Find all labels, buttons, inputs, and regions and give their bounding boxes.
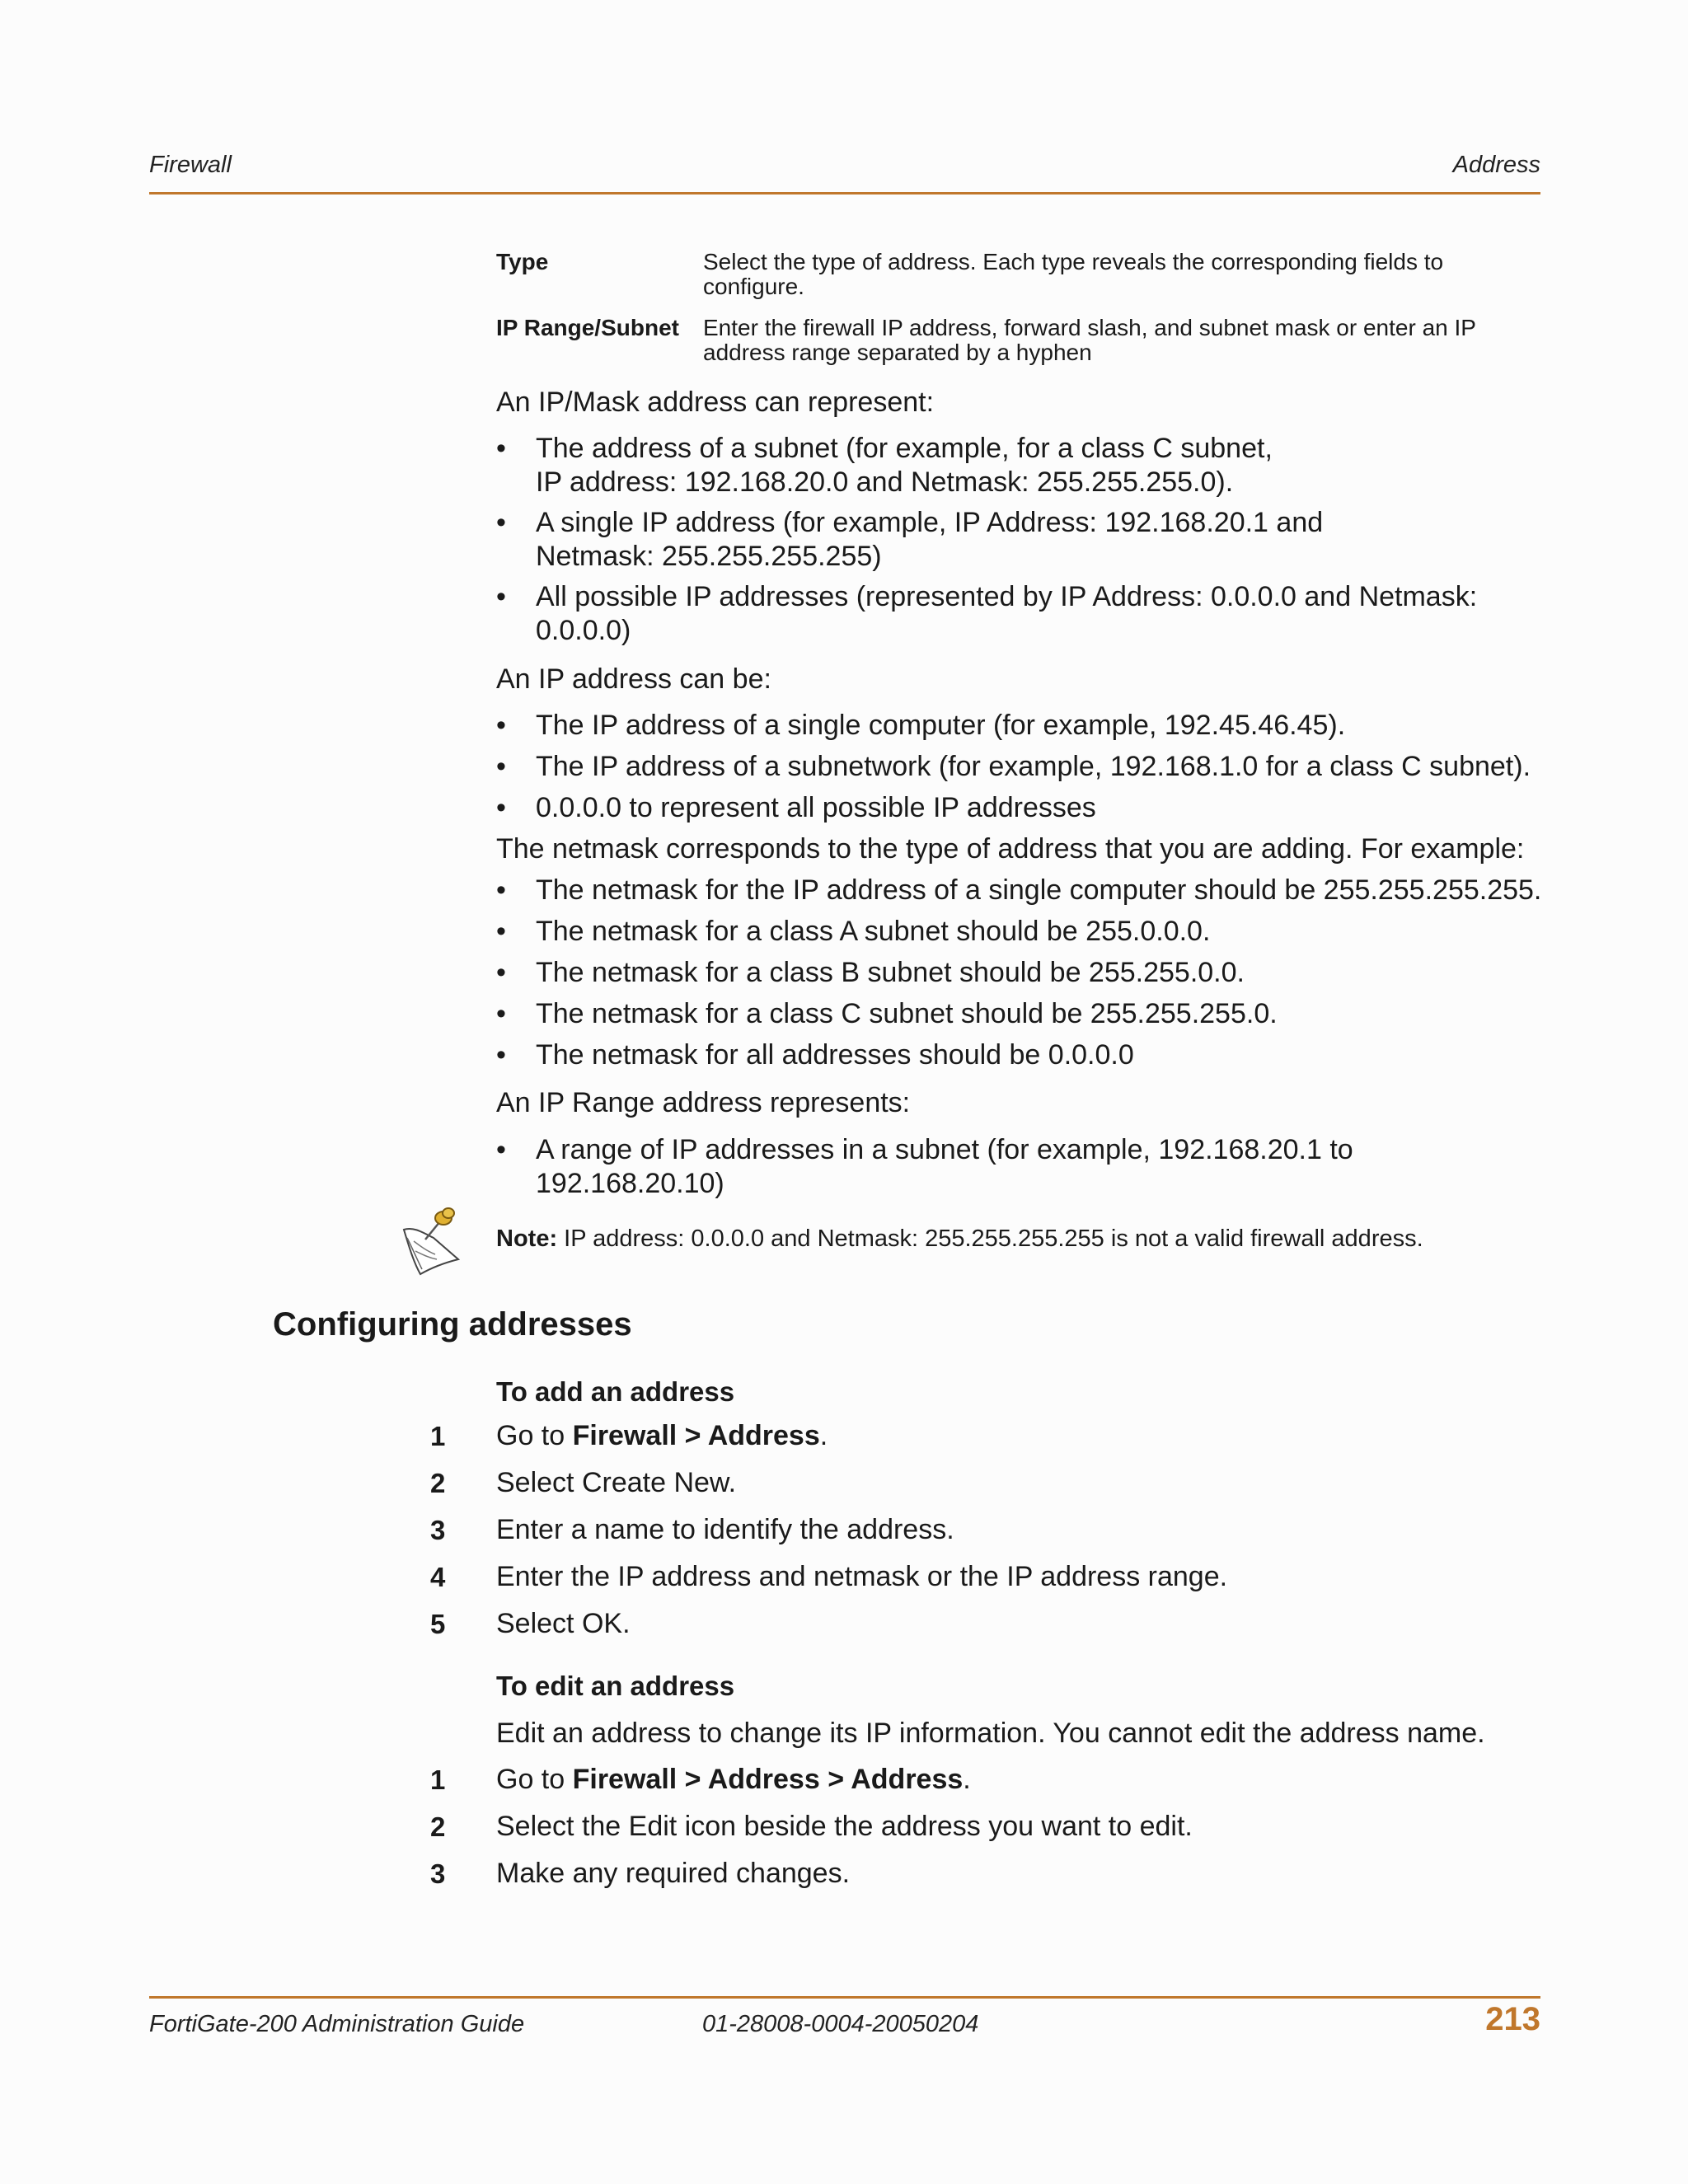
step-number: 4	[430, 1562, 446, 1592]
definition-term: Type	[496, 249, 549, 274]
running-header-right: Address	[1452, 152, 1540, 178]
note-body: IP address: 0.0.0.0 and Netmask: 255.255.255.255 is not a valid firewall address.	[564, 1226, 1423, 1252]
bullet-marker: •	[496, 916, 506, 947]
step-text	[496, 1763, 971, 1797]
page-number: 213	[1485, 2001, 1540, 2037]
procedure-title-edit: To edit an address	[496, 1671, 735, 1701]
definition-row	[496, 316, 1543, 382]
step-number: 3	[430, 1858, 446, 1889]
note-label: Note:	[496, 1226, 558, 1252]
netmask-intro: The netmask corresponds to the type of address that you are adding. For example:	[496, 833, 1525, 865]
bullet-text: 0.0.0.0 to represent all possible IP addresses	[536, 792, 1096, 823]
iprange-intro: An IP Range address represents:	[496, 1087, 911, 1118]
bullet-text: The IP address of a single computer (for example, 192.45.46.45).	[536, 710, 1346, 741]
bullet-item	[496, 1038, 1543, 1072]
bullet-item	[496, 1133, 1543, 1201]
bullet-marker: •	[496, 957, 506, 988]
bullet-item	[496, 432, 1543, 499]
ipmask-intro: An IP/Mask address can represent:	[496, 387, 935, 418]
bullet-text: The netmask for all addresses should be 0.0.0.0	[536, 1039, 1134, 1071]
bullet-text: The netmask for a class C subnet should be 255.255.255.0.	[536, 998, 1278, 1029]
step-number: 2	[430, 1468, 446, 1498]
bullet-marker: •	[496, 1039, 506, 1071]
header-rule	[149, 192, 1540, 194]
bullet-marker: •	[496, 1134, 506, 1165]
note-text	[496, 1225, 1423, 1253]
bullet-text: The netmask for the IP address of a single computer should be 255.255.255.255.	[536, 874, 1542, 906]
bullet-marker: •	[496, 507, 506, 538]
definition-term: IP Range/Subnet	[496, 315, 679, 340]
bullet-item	[496, 580, 1543, 648]
bullet-text: The netmask for a class A subnet should be 255.0.0.0.	[536, 916, 1211, 947]
footer-document-id: 01-28008-0004-20050204	[702, 2011, 979, 2037]
step-number: 1	[430, 1421, 446, 1451]
bullet-marker: •	[496, 751, 506, 782]
bullet-marker: •	[496, 433, 506, 464]
step-number: 2	[430, 1811, 446, 1842]
bullet-item	[496, 997, 1543, 1031]
bullet-text: A range of IP addresses in a subnet (for example, 192.168.20.1 to 192.168.20.10)	[536, 1134, 1353, 1199]
step-text: Enter a name to identify the address.	[496, 1514, 954, 1545]
bullet-marker: •	[496, 581, 506, 612]
definition-description: Enter the firewall IP address, forward slash, and subnet mask or enter an IP address range separated by a hyphen	[703, 315, 1476, 365]
step-text-plain: .	[963, 1764, 971, 1795]
bullet-item	[496, 915, 1543, 949]
note-pushpin-icon	[396, 1205, 468, 1277]
definition-description: Select the type of address. Each type reveals the corresponding fields to configure.	[703, 249, 1444, 299]
bullet-text: All possible IP addresses (represented by IP Address: 0.0.0.0 and Netmask: 0.0.0.0)	[536, 581, 1478, 646]
procedure-title-add: To add an address	[496, 1376, 735, 1407]
footer-guide-title: FortiGate-200 Administration Guide	[149, 2011, 525, 2037]
bullet-item	[496, 750, 1543, 784]
running-header-left: Firewall	[149, 152, 232, 178]
step-text: Make any required changes.	[496, 1858, 851, 1889]
bullet-text: The address of a subnet (for example, for a class C subnet, IP address: 192.168.20.0 and Netmask: 255.255.255.0).	[536, 433, 1273, 498]
bullet-marker: •	[496, 710, 506, 741]
step-text: Select the Edit icon beside the address you want to edit.	[496, 1811, 1193, 1842]
bullet-text: The netmask for a class B subnet should be 255.255.0.0.	[536, 957, 1245, 988]
step-text	[496, 1419, 828, 1453]
procedure-intro: Edit an address to change its IP information. You cannot edit the address name.	[496, 1718, 1485, 1749]
field-definition-table	[496, 250, 1543, 382]
definition-row	[496, 250, 1543, 316]
bullet-text: The IP address of a subnetwork (for example, 192.168.1.0 for a class C subnet).	[536, 751, 1531, 782]
bullet-text: A single IP address (for example, IP Address: 192.168.20.1 and Netmask: 255.255.255.255)	[536, 507, 1324, 572]
step-text-plain: .	[819, 1420, 828, 1451]
bullet-marker: •	[496, 792, 506, 823]
step-number: 1	[430, 1765, 446, 1795]
bullet-item	[496, 956, 1543, 990]
step-text: Enter the IP address and netmask or the IP address range.	[496, 1561, 1228, 1592]
ipaddr-intro: An IP address can be:	[496, 663, 771, 695]
step-text-plain: Go to	[496, 1764, 573, 1795]
step-text: Select OK.	[496, 1608, 631, 1639]
step-text-plain: Go to	[496, 1420, 573, 1451]
bullet-item	[496, 874, 1543, 907]
step-number: 5	[430, 1609, 446, 1639]
bullet-marker: •	[496, 998, 506, 1029]
bullet-item	[496, 791, 1543, 825]
bullet-marker: •	[496, 874, 506, 906]
step-text: Select Create New.	[496, 1467, 737, 1498]
bullet-item	[496, 709, 1543, 743]
footer-rule	[149, 1996, 1540, 1999]
menu-path: Firewall > Address > Address	[572, 1764, 964, 1795]
step-number: 3	[430, 1515, 446, 1545]
section-heading: Configuring addresses	[273, 1306, 632, 1343]
menu-path: Firewall > Address	[572, 1420, 820, 1451]
bullet-item	[496, 506, 1543, 574]
